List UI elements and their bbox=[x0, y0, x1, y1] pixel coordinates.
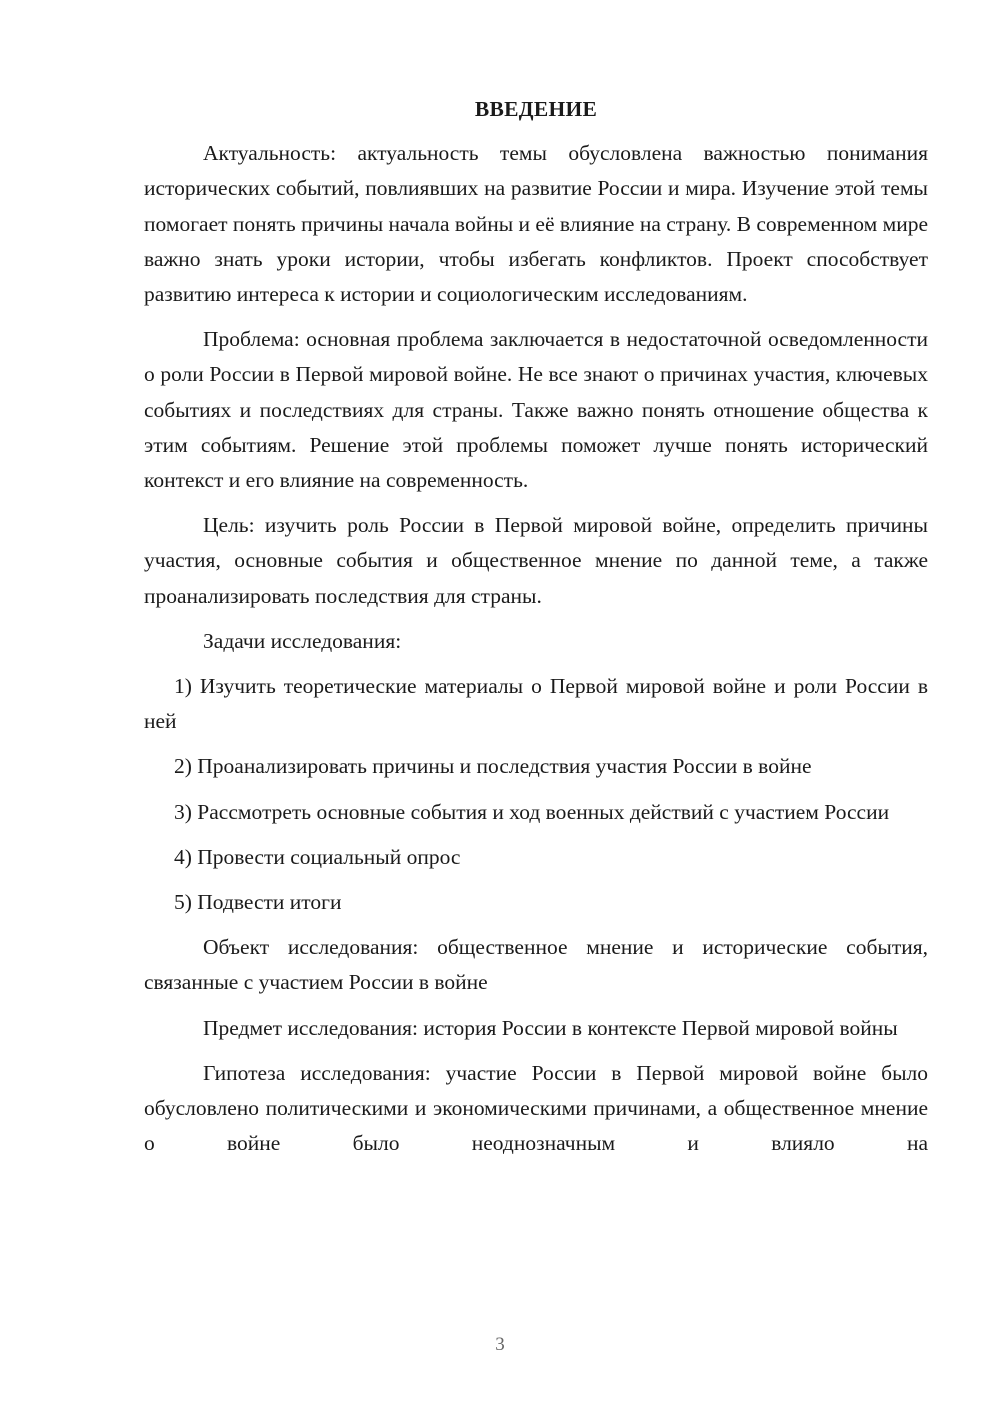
object-paragraph: Объект исследования: общественное мнение и исторические события, связанные с участием России в войне bbox=[144, 935, 928, 995]
tasks-heading: Задачи исследования: bbox=[203, 628, 402, 653]
page-title: ВВЕДЕНИЕ bbox=[474, 97, 598, 121]
document-page bbox=[144, 92, 928, 1161]
problem-paragraph: Проблема: основная проблема заключается в недостаточной осведомленности о роли России в Первой мировой войне. Не все знают о причинах участия, ключевых событиях и последствиях для страны. Также важно понять отношение общества к этим событиям. Решение этой проблемы поможет лучше понять исторический контекст и его влияние на современность. bbox=[144, 327, 928, 493]
page-number: 3 bbox=[495, 1334, 505, 1355]
task-item-5: 5) Подвести итоги bbox=[174, 890, 342, 915]
hypothesis-paragraph: Гипотеза исследования: участие России в Первой мировой войне было обусловлено политическими и экономическими причинами, а общественное мнение о войне было неоднозначным и влияло на bbox=[144, 1060, 928, 1156]
task-item-1: 1) Изучить теоретические материалы о Первой мировой войне и роли России в ней bbox=[144, 674, 928, 734]
goal-paragraph: Цель: изучить роль России в Первой мировой войне, определить причины участия, основные события и общественное мнение по данной теме, а также проанализировать последствия для страны. bbox=[144, 513, 928, 608]
task-item-3: 3) Рассмотреть основные события и ход военных действий с участием России bbox=[174, 799, 890, 824]
subject-paragraph: Предмет исследования: история России в контексте Первой мировой войны bbox=[203, 1015, 898, 1040]
task-item-2: 2) Проанализировать причины и последствия участия России в войне bbox=[174, 754, 812, 779]
relevance-paragraph: Актуальность: актуальность темы обусловлена важностью понимания исторических событий, повлиявших на развитие России и мира. Изучение этой темы помогает понять причины начала войны и её влияние на страну. В современном мире важно знать уроки истории, чтобы избегать конфликтов. Проект способствует развитию интереса к истории и социологическим исследованиям. bbox=[144, 141, 928, 307]
task-item-4: 4) Провести социальный опрос bbox=[174, 844, 461, 869]
